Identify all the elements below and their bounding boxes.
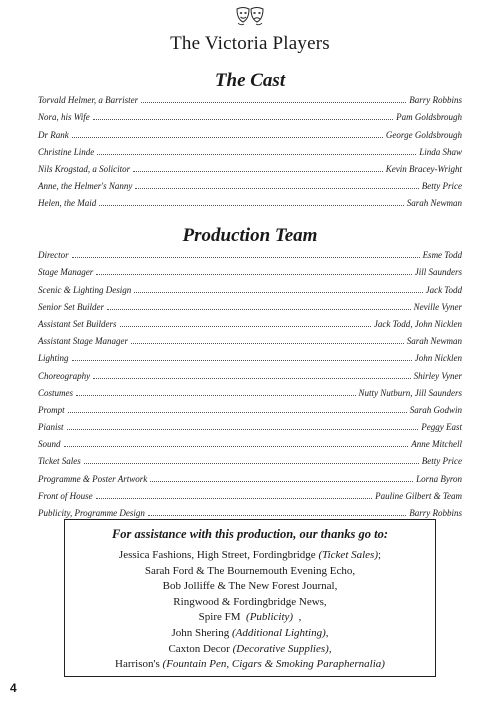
credit-name: Betty Price: [421, 456, 462, 467]
acknowledgement-line: [65, 564, 435, 580]
credit-row: [38, 449, 462, 466]
credit-role: Nora, his Wife: [38, 112, 90, 123]
theatre-masks-icon: [235, 5, 265, 27]
page-number: 4: [10, 681, 17, 695]
dot-leader: [72, 359, 412, 361]
dot-leader: [141, 101, 406, 103]
acknowledgement-text: Harrison's: [115, 658, 163, 671]
credit-row: [38, 312, 462, 329]
credit-row: [38, 88, 462, 105]
credit-name: Jack Todd: [425, 284, 462, 295]
acknowledgement-line: [65, 642, 435, 658]
credit-name: George Goldsbrough: [385, 129, 462, 140]
acknowledgement-line: [65, 657, 435, 673]
credit-name: Sarah Godwin: [409, 404, 462, 415]
credit-role: Assistant Stage Manager: [38, 336, 128, 347]
dot-leader: [68, 411, 407, 413]
credit-row: [38, 295, 462, 312]
dot-leader: [76, 394, 355, 396]
credit-row: [38, 157, 462, 174]
credit-name: Barry Robbins: [409, 508, 462, 518]
credit-name: Anne Mitchell: [411, 439, 462, 450]
credit-name: Barry Robbins: [409, 95, 462, 106]
credit-name: Nutty Nutburn, Jill Saunders: [358, 387, 462, 398]
acknowledgement-punctuation: ,: [325, 626, 329, 639]
acknowledgement-note: (Ticket Sales): [318, 549, 379, 561]
credit-row: [38, 484, 462, 501]
credit-row: [38, 122, 462, 139]
credit-name: Sarah Newman: [406, 198, 462, 209]
credit-role: Front of House: [38, 490, 93, 501]
dot-leader: [134, 291, 422, 293]
acknowledgement-line: [65, 610, 435, 626]
credit-role: Stage Manager: [38, 267, 94, 278]
credit-row: [38, 346, 462, 363]
production-team-list: [38, 243, 462, 518]
credit-row: [38, 277, 462, 294]
acknowledgements-list: [65, 548, 435, 673]
dot-leader: [120, 325, 371, 327]
credit-name: Lorna Byron: [416, 473, 462, 484]
acknowledgement-text: Sarah Ford & The Bournemouth Evening Echo,: [144, 564, 356, 577]
dot-leader: [148, 514, 406, 516]
dot-leader: [131, 342, 404, 344]
credit-role: Pianist: [38, 422, 64, 433]
credit-row: [38, 105, 462, 122]
credit-role: Prompt: [38, 404, 65, 415]
credit-row: [38, 415, 462, 432]
credit-name: Betty Price: [421, 181, 462, 192]
acknowledgement-note: (Decorative Supplies): [232, 642, 329, 655]
credit-name: Sarah Newman: [406, 336, 462, 347]
credit-role: Director: [38, 250, 69, 261]
cast-list: [38, 88, 462, 208]
credit-name: Neville Vyner: [413, 301, 462, 312]
credit-row: [38, 398, 462, 415]
acknowledgement-text: Spire FM: [198, 611, 247, 624]
credit-name: Kevin Bracey-Wright: [385, 163, 462, 174]
acknowledgement-line: [65, 595, 435, 611]
dot-leader: [96, 497, 372, 499]
acknowledgement-note: (Publicity): [246, 611, 294, 624]
credit-row: [38, 381, 462, 398]
credit-role: Costumes: [38, 387, 74, 398]
credit-name: Peggy East: [421, 422, 462, 433]
credit-row: [38, 174, 462, 191]
credit-row: [38, 191, 462, 208]
credit-role: Dr Rank: [38, 129, 69, 140]
dot-leader: [107, 308, 411, 310]
credit-role: Senior Set Builder: [38, 301, 104, 312]
credit-name: Jack Todd, John Nicklen: [373, 318, 462, 329]
acknowledgement-text: Ringwood & Fordingbridge News,: [173, 595, 327, 608]
acknowledgement-punctuation: ,: [328, 642, 332, 655]
dot-leader: [84, 462, 419, 464]
credit-role: Programme & Poster Artwork: [38, 473, 148, 484]
acknowledgement-text: John Shering: [171, 626, 232, 639]
credit-name: John Nicklen: [414, 353, 462, 364]
credit-role: Sound: [38, 439, 61, 450]
credit-role: Torvald Helmer, a Barrister: [38, 95, 139, 106]
acknowledgement-punctuation: ;: [378, 549, 382, 561]
acknowledgement-text: Jessica Fashions, High Street, Fordingbridge: [118, 549, 319, 561]
credit-role: Ticket Sales: [38, 456, 81, 467]
acknowledgement-note: (Additional Lighting): [231, 626, 326, 639]
dot-leader: [99, 204, 404, 206]
acknowledgements-title: For assistance with this production, our thanks go to:: [111, 527, 389, 541]
acknowledgement-punctuation: ,: [293, 611, 302, 624]
organization-title: The Victoria Players: [170, 33, 330, 54]
credit-role: Christine Linde: [38, 146, 95, 157]
dot-leader: [135, 187, 418, 189]
dot-leader: [96, 273, 412, 275]
credit-row: [38, 432, 462, 449]
credit-role: Scenic & Lighting Design: [38, 284, 132, 295]
credit-row: [38, 260, 462, 277]
credit-name: Linda Shaw: [419, 146, 462, 157]
credit-role: Nils Krogstad, a Solicitor: [38, 163, 131, 174]
acknowledgement-line: [65, 579, 435, 595]
dot-leader: [93, 118, 393, 120]
credit-role: Publicity, Programme Design: [38, 508, 145, 518]
acknowledgements-box: [64, 519, 436, 677]
dot-leader: [72, 256, 420, 258]
acknowledgement-line: [65, 548, 435, 564]
credit-name: Jill Saunders: [414, 267, 462, 278]
credit-name: Shirley Vyner: [413, 370, 462, 381]
production-team-heading: Production Team: [182, 225, 318, 246]
dot-leader: [67, 428, 419, 430]
dot-leader: [150, 480, 413, 482]
acknowledgement-text: Bob Jolliffe & The New Forest Journal,: [162, 580, 338, 593]
credit-name: Pauline Gilbert & Team: [375, 490, 462, 501]
cast-heading: The Cast: [214, 70, 286, 91]
credit-row: [38, 243, 462, 260]
dot-leader: [64, 445, 409, 447]
dot-leader: [72, 136, 383, 138]
credit-row: [38, 140, 462, 157]
credit-row: [38, 466, 462, 483]
credit-row: [38, 329, 462, 346]
dot-leader: [133, 170, 383, 172]
acknowledgement-line: [65, 626, 435, 642]
credit-name: Pam Goldsbrough: [396, 112, 462, 123]
credit-row: [38, 501, 462, 518]
credit-role: Anne, the Helmer's Nanny: [38, 181, 133, 192]
credit-role: Helen, the Maid: [38, 198, 97, 209]
dot-leader: [93, 377, 410, 379]
acknowledgement-note: (Fountain Pen, Cigars & Smoking Paraphernalia): [162, 658, 385, 671]
credit-role: Assistant Set Builders: [38, 318, 117, 329]
credit-row: [38, 363, 462, 380]
credit-role: Lighting: [38, 353, 69, 364]
dot-leader: [97, 153, 416, 155]
credit-name: Esme Todd: [422, 250, 462, 261]
acknowledgement-text: Caxton Decor: [168, 642, 233, 655]
credit-role: Choreography: [38, 370, 91, 381]
